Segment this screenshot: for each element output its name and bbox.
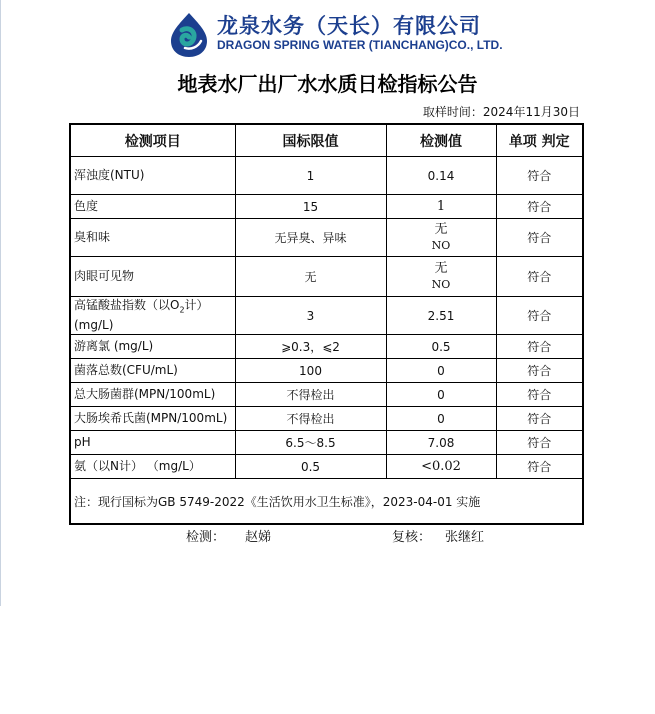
row-limit: 3 [235,297,386,335]
table-row [70,257,583,297]
row-item: 肉眼可见物 [70,257,235,297]
row-item: pH [70,431,235,455]
reviewer-label: 复核： [392,530,432,545]
company-header [165,8,503,58]
row-limit: 无异臭、异味 [235,219,386,257]
row-value: 0.5 [386,335,496,359]
row-judgement: 符合 [496,219,583,257]
row-judgement: 符合 [496,335,583,359]
row-judgement: 符合 [496,455,583,479]
row-limit: 100 [235,359,386,383]
header-limit: 国标限值 [235,124,386,157]
row-item: 浑浊度(NTU) [70,157,235,195]
inspector-label: 检测： [186,530,226,545]
sampling-time: 取样时间：2024年11月30日 [422,105,580,119]
row-value: 0 [386,407,496,431]
table-row [70,335,583,359]
row-value: <0.02 [386,455,496,479]
row-item-subscript: 2 [179,305,185,315]
row-limit: ⩾0.3，⩽2 [235,335,386,359]
row-limit: 无 [235,257,386,297]
row-limit: 不得检出 [235,407,386,431]
table-row [70,219,583,257]
row-value-cn: 无 [434,260,448,276]
row-item: 色度 [70,195,235,219]
row-judgement: 符合 [496,359,583,383]
row-judgement: 符合 [496,195,583,219]
table-row [70,455,583,479]
row-value: 0.14 [386,157,496,195]
row-item: 总大肠菌群(MPN/100mL) [70,383,235,407]
header-value: 检测值 [386,124,496,157]
row-value-en: NO [431,238,451,252]
row-value [386,219,496,257]
row-judgement: 符合 [496,297,583,335]
row-limit: 0.5 [235,455,386,479]
water-drop-swirl-icon [165,10,213,58]
row-limit: 15 [235,195,386,219]
row-judgement: 符合 [496,157,583,195]
table-row [70,195,583,219]
row-value: 0 [386,359,496,383]
row-judgement: 符合 [496,407,583,431]
reviewer-name: 张继红 [445,530,485,545]
table-row [70,407,583,431]
row-value: 1 [386,195,496,219]
row-judgement: 符合 [496,383,583,407]
row-limit: 不得检出 [235,383,386,407]
row-item: 氨（以N计） （mg/L） [70,455,235,479]
row-value [386,257,496,297]
row-item: 游离氯 (mg/L) [70,335,235,359]
row-limit: 1 [235,157,386,195]
table-row [70,431,583,455]
row-item: 臭和味 [70,219,235,257]
standard-note: 注：现行国标为GB 5749-2022《生活饮用水卫生标准》，2023-04-01 实施 [70,479,583,525]
row-value: 2.51 [386,297,496,335]
company-name-en: DRAGON SPRING WATER (TIANCHANG)CO., LTD. [217,38,503,52]
row-value-cn: 无 [434,221,448,237]
table-row [70,157,583,195]
row-value: 7.08 [386,431,496,455]
page-title: 地表水厂出厂水水质日检指标公告 [177,72,478,96]
row-judgement: 符合 [496,257,583,297]
row-item-text-suffix: 计） [184,298,209,313]
row-item [70,297,235,335]
table-row [70,359,583,383]
row-value: 0 [386,383,496,407]
company-name-cn: 龙泉水务（天长）有限公司 [217,13,481,38]
inspector-name: 赵娣 [245,530,272,545]
note-row [70,479,583,525]
row-item: 大肠埃希氏菌(MPN/100mL) [70,407,235,431]
table-row [70,383,583,407]
row-judgement: 符合 [496,431,583,455]
row-value-en: NO [431,277,451,291]
row-item-unit: (mg/L) [74,317,114,332]
water-quality-table [69,123,584,525]
row-item-text: 高锰酸盐指数（以O [74,298,180,313]
header-item: 检测项目 [70,124,235,157]
header-judgement: 单项 判定 [496,124,583,157]
table-header-row [70,124,583,157]
table-row [70,297,583,335]
row-item: 菌落总数(CFU/mL) [70,359,235,383]
row-limit: 6.5～8.5 [235,431,386,455]
